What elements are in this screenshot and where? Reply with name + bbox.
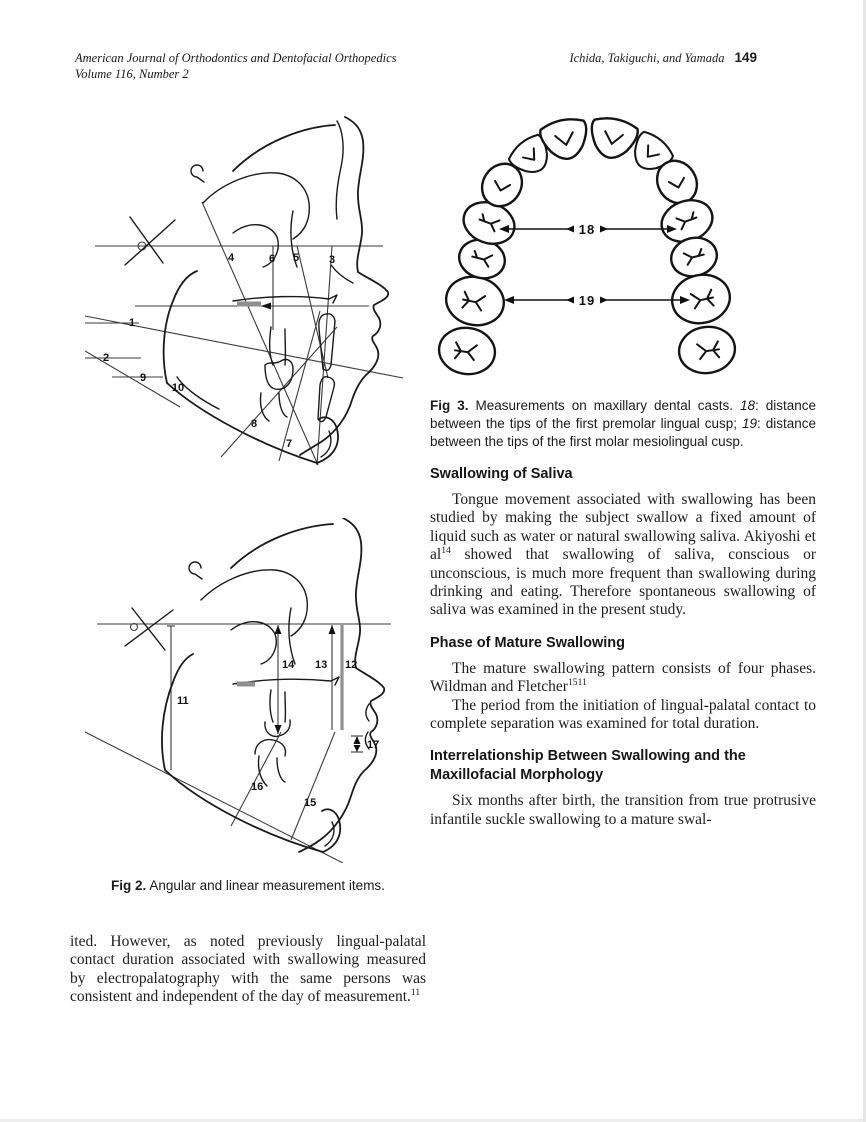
fig3-caption-text: : distance between the tips of the first molar mesiolingual cusp.	[430, 416, 816, 449]
fig2-caption-label: Fig 2.	[111, 878, 147, 893]
paragraph-text: Six months after birth, the transition from true protrusive infantile suckle swallowing to a mature swal-	[430, 792, 816, 828]
left-continuation-paragraph	[70, 933, 426, 1007]
fig2-caption	[70, 877, 426, 895]
section-interrelationship	[430, 747, 816, 829]
section-paragraph	[430, 697, 816, 734]
fig3-caption-italic-18: 18	[739, 398, 755, 413]
paragraph-text: The period from the initiation of lingual-palatal contact to complete separation was examined for total duration.	[430, 696, 816, 733]
measurement-label-7: 7	[285, 438, 293, 450]
measurement-label-8: 8	[250, 418, 258, 430]
paragraph-text: ited. However, as noted previously lingual-palatal contact duration associated with swallowing measured by electropalatography with the same persons was consistent and independent of the day of measurement.	[70, 933, 426, 1006]
fig2-upper-cephalometric-tracing	[85, 115, 425, 477]
measurement-label-16: 16	[251, 781, 264, 793]
measurement-label-1: 1	[128, 317, 136, 329]
measurement-label-3: 3	[328, 254, 336, 266]
fig3-dental-arch-diagram	[437, 108, 737, 390]
citation-superscript: 14	[441, 545, 451, 557]
section-heading: Phase of Mature Swallowing	[430, 634, 625, 651]
fig3-caption	[430, 397, 816, 451]
section-heading: Swallowing of Saliva	[430, 466, 573, 482]
section-swallowing-of-saliva	[430, 465, 816, 620]
paragraph-text: showed that swallowing of saliva, conscious or unconscious, is much more frequent than swallowing during drinking and eating. Therefore spontaneous swallowing of saliva was examined in the present study.	[430, 546, 816, 619]
section-phase-of-mature-swallowing	[430, 634, 816, 734]
tooth-right-second-molar	[676, 323, 737, 376]
journal-header-left	[75, 50, 397, 82]
arrow-label-19: 19	[578, 293, 596, 308]
measurement-label-13: 13	[315, 659, 328, 671]
fig3-caption-italic-19: 19	[741, 416, 757, 431]
left-column	[70, 115, 426, 1007]
right-column	[430, 108, 816, 829]
measurement-label-10: 10	[171, 382, 185, 394]
measurement-label-5: 5	[292, 252, 300, 264]
measurement-label-4: 4	[227, 252, 235, 264]
journal-title: American Journal of Orthodontics and Dentofacial Orthopedics	[75, 51, 397, 65]
citation-superscript: 15	[567, 677, 578, 689]
tooth-left-second-molar	[437, 324, 498, 377]
citation-superscript: 11	[577, 677, 587, 689]
journal-volume: Volume 116, Number 2	[75, 67, 189, 81]
fig3-caption-text: : distance between the tips of the first premolar lingual cusp;	[430, 398, 816, 431]
arrow-label-18: 18	[578, 222, 596, 237]
section-heading: Interrelationship Between Swallowing and the Maxillofacial Morphology	[430, 748, 746, 784]
measurement-arrow-19	[504, 293, 690, 308]
section-paragraph	[430, 491, 816, 620]
citation-superscript: 11	[410, 987, 421, 999]
fig2-lower-cephalometric-tracing	[85, 518, 425, 863]
measurement-label-9: 9	[139, 372, 147, 384]
section-paragraph	[430, 792, 816, 829]
paragraph-text: The mature swallowing pattern consists of four phases. Wildman and Fletcher	[430, 659, 816, 696]
measurement-label-2: 2	[102, 352, 110, 364]
maxillary-teeth	[437, 115, 737, 378]
measurement-arrow-18	[499, 222, 677, 237]
measurement-label-11: 11	[177, 695, 189, 707]
section-paragraph	[430, 660, 816, 697]
measurement-label-12: 12	[345, 659, 358, 671]
tooth-right-central-incisor	[586, 115, 639, 163]
page-number: 149	[734, 50, 757, 65]
paragraph-text: Tongue movement associated with swallowing has been studied by making the subject swallow a fixed amount of liquid such as water or natural swallowing saliva. Akiyoshi et al	[430, 491, 816, 564]
fig2-caption-text: Angular and linear measurement items.	[146, 878, 385, 893]
journal-header-right	[569, 50, 757, 66]
measurement-label-17: 17	[367, 739, 380, 751]
fig3-caption-text: Measurements on maxillary dental casts.	[468, 398, 740, 413]
fig3-caption-label: Fig 3.	[430, 398, 469, 413]
measurement-label-15: 15	[304, 797, 317, 809]
running-authors: Ichida, Takiguchi, and Yamada	[569, 51, 725, 65]
measurement-label-14: 14	[282, 659, 295, 671]
measurement-label-6: 6	[268, 253, 276, 265]
